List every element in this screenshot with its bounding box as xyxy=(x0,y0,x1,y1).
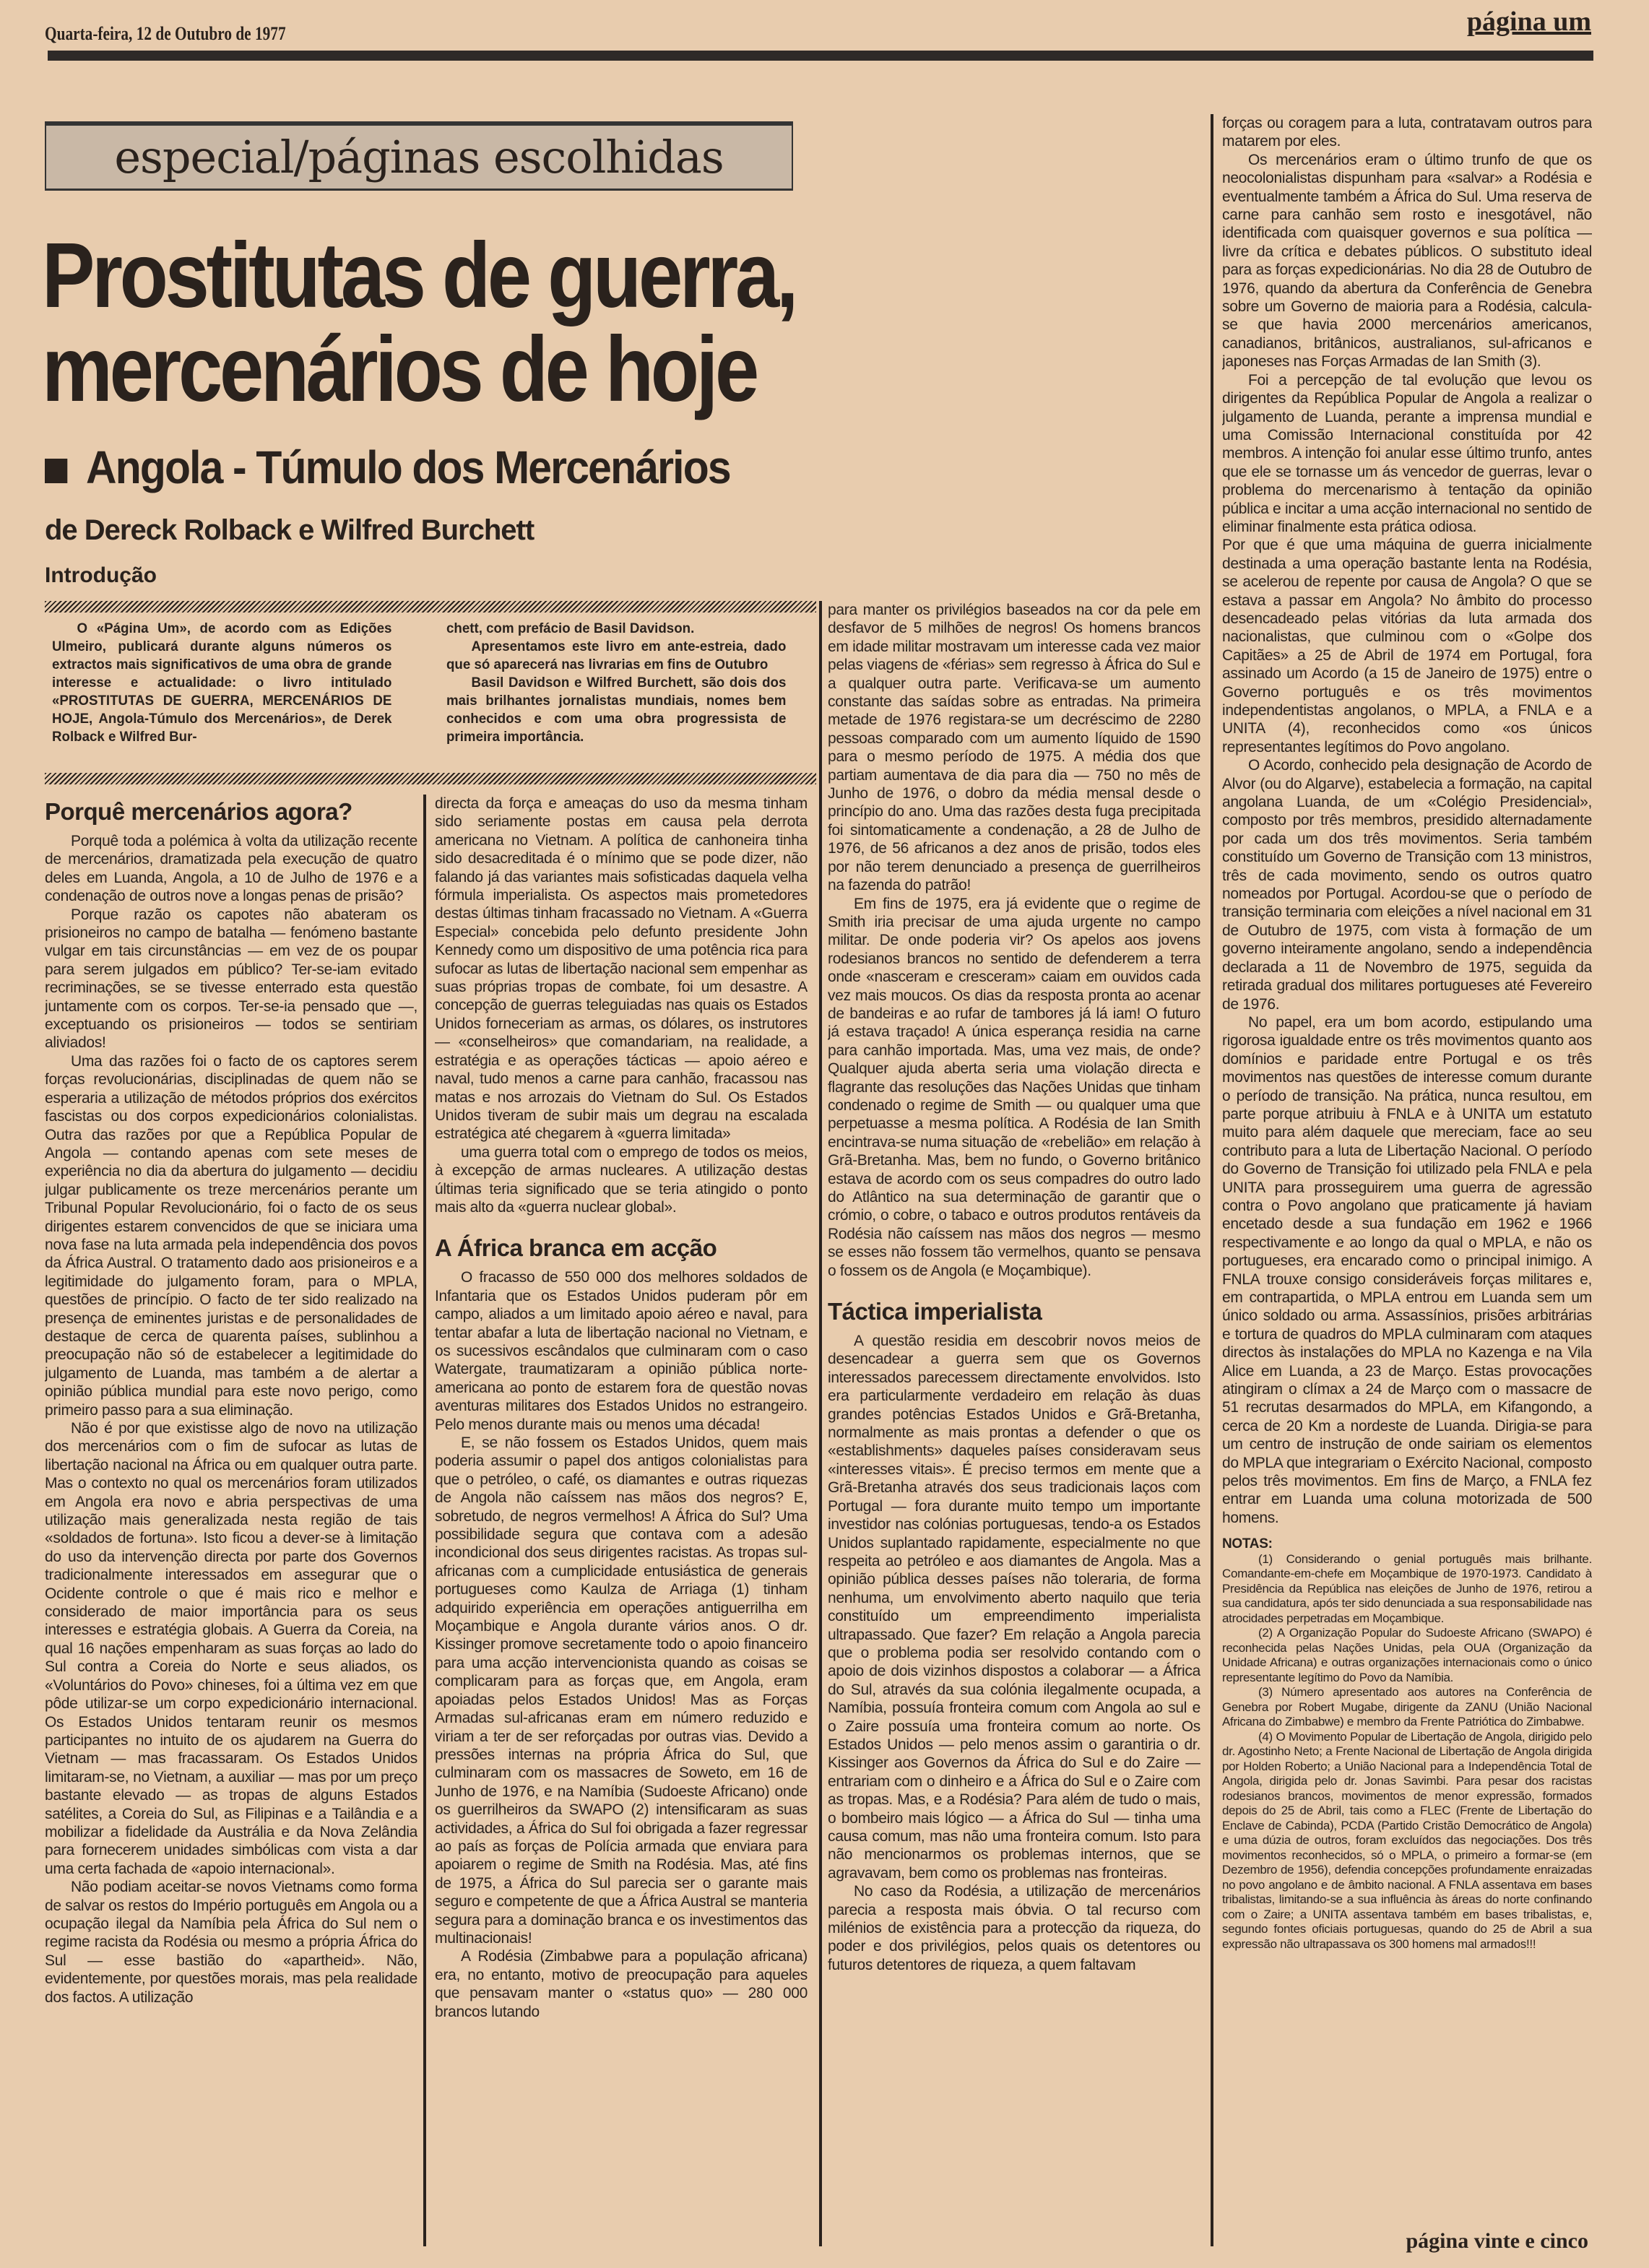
article-column-3 xyxy=(828,601,1200,2250)
issue-date: Quarta-feira, 12 de Outubro de 1977 xyxy=(45,23,286,44)
intro-column-2 xyxy=(446,620,786,746)
masthead: página um xyxy=(1466,7,1591,37)
note: (4) O Movimento Popular de Libertação de Angola, dirigido pelo dr. Agostinho Neto; a Frente Nacional de Libertação de Angola dirigida por Holden Roberto; a União Nacional para a Independência Total de Angola, dirigida pelo dr. Jonas Savimbi. Para pesar dos racistas rodesianos brancos, movimentos de menor expressão, formados depois do 25 de Abril, tais como a FLEC (Frente de Libertação do Enclave de Cabinda), PCDA (Partido Cristão Democrático de Angola) e uma dúzia de outros, foram excluídos das negociações. Dos três movimentos reconhecidos, só o MPLA, o primeiro a formar-se (em Dezembro de 1956), defendia concepções profundamente enraizadas no povo angolano e de âmbito nacional. A FNLA assentava em bases tribalistas, limitando-se a sua influência às áreas do norte confinando com o Zaire; a UNITA assentava também em bases tribalistas, e, segundo fontes oficiais portuguesas, quando do 25 de Abril a sua expressão não ultrapassava os 300 homens mal armados!!! xyxy=(1222,1729,1592,1951)
paragraph: Não podiam aceitar-se novos Vietnams como forma de salvar os restos do Império português em Angola ou a ocupação ilegal da Namíbia pela África do Sul nem o regime racista da Rodésia ou mesmo a própria África do Sul — esse bastião do «apartheid». Não, evidentemente, por questões morais, mas pela realidade dos factos. A utilização xyxy=(45,1879,417,2006)
note: (3) Número apresentado aos autores na Conferência de Genebra por Robert Mugabe, dirigente da ZANU (União Nacional Africana do Zimbabwe) e membro da Frente Patriótica do Zimbabwe. xyxy=(1222,1685,1592,1729)
paragraph: para manter os privilégios baseados na cor da pele em desfavor de 5 milhões de negros! Os homens brancos em idade militar mostravam um interesse cada vez maior pelas viagens de «férias» sem regresso à África do Sul e a qualquer outra parte. Verificava-se um aumento constante das saídas sobre as entradas. Na primeira metade de 1976 registara-se um decréscimo de 2280 pessoas comparado com um aumento líquido de 1590 para o mesmo período de 1975. A média dos que partiam aumentava de dia para dia — 750 no mês de Junho de 1976, o dobro da média mensal desde o princípio do ano. Uma das razões desta fuga precipitada foi sintomaticamente a condenação, a 28 de Julho de 1976, de 56 africanos a dez anos de prisão, todos eles por não terem denunciado a presença de guerrilheiros na fazenda do patrão! xyxy=(828,602,1200,894)
byline: de Dereck Rolback e Wilfred Burchett xyxy=(45,514,534,546)
notes xyxy=(1222,1537,1592,1952)
note: (2) A Organização Popular do Sudoeste Africano (SWAPO) é reconhecida pelas Nações Unidas, pela OUA (Organização da Unidade Africana) e outras organizações internacionais como o único representante legítimo do Povo da Namíbia. xyxy=(1222,1626,1592,1684)
paragraph: Os mercenários eram o último trunfo de que os neocolonialistas dispunham para «salvar» a Rodésia e eventualmente também a África do Sul. Uma reserva de carne para canhão sem rosto e inesgotável, não identificada com quaisquer governos e sua política — livre da crítica e debates públicos. O substituto ideal para as forças expedicionárias. No dia 28 de Outubro de 1976, quando da abertura da Conferência de Genebra sobre um Governo de maioria para a Rodésia, calcula-se que havia 2000 mercenários americanos, canadianos, britânicos, australianos, sul-africanos e japoneses nas Forças Armadas de Ian Smith (3). xyxy=(1222,151,1592,371)
column-rule xyxy=(423,795,426,2246)
paragraph: A Rodésia (Zimbabwe para a população africana) era, no entanto, motivo de preocupação para aqueles que pensavam manter o «status quo» — 280 000 brancos lutando xyxy=(435,1948,808,2020)
paragraph: O Acordo, conhecido pela designação de Acordo de Alvor (ou do Algarve), estabelecia a formação, na capital angolana Luanda, de um «Colégio Presidencial», composto por três membros, presidido alternadamente por cada um dos três movimentos. Seria também constituído um Governo de Transição com 13 ministros, três de cada movimento, sendo os outros quatro nomeados por Portugal. Acordou-se que o período de transição terminaria com eleições a nível nacional em 31 de Outubro de 1975, com vista à formação de um governo inteiramente angolano, sendo a independência declarada a 11 de Novembro de 1975, seguida da retirada gradual dos militares portugueses até Fevereiro de 1976. xyxy=(1222,757,1592,1013)
section-heading: Táctica imperialista xyxy=(828,1298,1042,1325)
paragraph: Porque razão os capotes não abateram os prisioneiros no campo de batalha — fenómeno bastante vulgar em tais circunstâncias — em vez de os poupar para serem julgados em público? Ter-se-iam evitado recriminações, se se tivesse enterrado esta questão juntamente com os corpos. Ter-se-ia pensado que —, exceptuando os prisioneiros — todos se sentiriam aliviados! xyxy=(45,906,417,1052)
section-label: especial/páginas escolhidas xyxy=(114,131,724,183)
section-label-box xyxy=(45,121,793,191)
subtitle-text: Angola - Túmulo dos Mercenários xyxy=(86,441,730,493)
paragraph: Foi a percepção de tal evolução que levou os dirigentes da República Popular de Angola a realizar o julgamento de Luanda, perante a imprensa mundial e uma Comissão Internacional constituída por 42 membros. A intenção foi anular esse último trunfo, antes que ele se tornasse um ás vencedor de guerras, levar o problema do mercenarismo à tentação da opinião pública e incitar a uma acção internacional no sentido de eliminar finalmente esta prática odiosa. xyxy=(1222,371,1592,535)
headline-line-1: Prostitutas de guerra, xyxy=(42,224,796,327)
paragraph: E, se não fossem os Estados Unidos, quem mais poderia assumir o papel dos antigos colonialistas para que o petróleo, o café, os diamantes e outras riquezas de Angola não caíssem nas mãos dos negros? E, sobretudo, de negros vermelhos! A África do Sul? Uma possibilidade segura que contava com a adesão incondicional dos seus dirigentes racistas. As tropas sul-africanas com a cumplicidade entusiástica de generais portugueses como Kaulza de Arriaga (1) tinham adquirido experiência em operações antiguerrilha em Moçambique e Angola durante vários anos. O dr. Kissinger promove secretamente todo o apoio financeiro para uma acção intervencionista quando as coisas se complicaram para as forças que, em Angola, eram apoiadas pelos Estados Unidos! Mas as Forças Armadas sul-africanas eram em número reduzido e viriam a ter de ser reforçadas por outras vias. Devido a pressões internas na própria África do Sul, que culminaram com os massacres de Soweto, em 16 de Junho de 1976, e na Namíbia (Sudoeste Africano) onde os guerrilheiros da SWAPO (2) intensificaram as suas actividades, a África do Sul foi obrigada a fazer regressar ao país as forças de Polícia armada que enviara para apoiarem o regime de Smith na Rodésia. Mas, até fins de 1975, a África do Sul parecia ser o garante mais seguro e competente de que a África Austral se manteria segura para a dominação branca e os investimentos das multinacionais! xyxy=(435,1434,808,1947)
paragraph: uma guerra total com o emprego de todos os meios, à excepção de armas nucleares. A utilização destas últimas teria significado que se teria atingido o ponto mais alto da «guerra nuclear global». xyxy=(435,1143,808,1216)
intro-paragraph: Basil Davidson e Wilfred Burchett, são dois dos mais brilhantes jornalistas mundiais, nomes bem conhecidos e com uma obra progressista de primeira importância. xyxy=(446,675,787,745)
article-column-4 xyxy=(1222,114,1592,2238)
hatched-divider xyxy=(45,601,816,613)
note: (1) Considerando o genial português mais brilhante. Comandante-em-chefe em Moçambique de 1970-1973. Candidato à Presidência da República nas eleições de Junho de 1976, retirou a sua candidatura, após ter sido denunciada a sua responsabilidade nas atrocidades perpetradas em Moçambique. xyxy=(1222,1551,1592,1625)
paragraph: Não é por que existisse algo de novo na utilização dos mercenários com o fim de sufocar as lutas de libertação nacional na África ou em qualquer outra parte. Mas o contexto no qual os mercenários foram utilizados em Angola era novo e abria perspectivas de uma utilização mais generalizada nesta região de tais «soldados de fortuna». Isto ficou a dever-se à limitação do uso da intervenção directa por parte dos Governos tradicionalmente interessados em assegurar que o Ocidente controle o que é mais rico e melhor e considerado de maior importância para os seus interesses e estratégia globais. A Guerra da Coreia, na qual 16 nações empenharam as suas forças ao lado do Sul contra a Coreia do Norte e seus aliados, os «Voluntários do Povo» chineses, foi a última vez em que pôde utilizar-se um corpo expedicionário internacional. Os Estados Unidos tentaram reunir os mesmos participantes no intuito de os ajudarem na Guerra do Vietnam — mas fracassaram. Os Estados Unidos limitaram-se, no Vietnam, a auxiliar — mas por um preço bastante elevado — as tropas de alguns Estados satélites, a Coreia do Sul, as Filipinas e a Tailândia e a mobilizar a fidelidade da Austrália e da Nova Zelândia para fornecerem unidades simbólicas com vista a dar uma certa fachada de «apoio internacional». xyxy=(45,1420,417,1877)
page-footer: página vinte e cinco xyxy=(1406,2229,1588,2253)
column-rule xyxy=(819,601,822,2246)
subtitle xyxy=(45,441,730,494)
paragraph: O fracasso de 550 000 dos melhores soldados de Infantaria que os Estados Unidos puderam pôr em campo, aliados a um limitado apoio aéreo e naval, para tentar abafar a luta de libertação nacional no Vietnam, e os sucessivos escândalos que culminaram com o caso Watergate, traumatizaram a opinião pública norte-americana ao ponto de estarem fora de questão novas aventuras militares dos Estados Unidos no estrangeiro. Pelo menos durante mais ou menos uma década! xyxy=(435,1269,808,1433)
intro-label: Introdução xyxy=(45,563,157,587)
paragraph: Em fins de 1975, era já evidente que o regime de Smith iria precisar de uma ajuda urgente no campo militar. De onde poderia vir? Os apelos aos jovens rodesianos brancos no sentido de defenderem a terra onde «nasceram e cresceram» caiam em ouvidos cada vez mais moucos. Os dias da resposta pronta ao acenar de bandeiras e ao rufar de tambores já lá iam! O futuro já estava traçado! A única esperança residia na carne para canhão importada. Mas, uma vez mais, de onde? Qualquer ajuda aberta seria uma violação directa e flagrante das resoluções das Nações Unidas que tinham condenado o regime de Smith — ou qualquer uma que perpetuasse a mesma política. A Rodésia de Ian Smith encintrava-se numa situação de «rebelião» em relação à Grã-Bretanha. Mas, bem no fundo, o Governo britânico estava de acordo com os seus compadres do outro lado do Atlântico na sua determinação de garantir que o crómio, o cobre, o tabaco e outros produtos rentáveis da Rodésia não caíssem nas mãos dos negros — mesmo se esses não fossem tão vermelhos, quanto se pensava o fossem os de Angola (e Moçambique). xyxy=(828,895,1200,1279)
paragraph: No papel, era um bom acordo, estipulando uma rigorosa igualdade entre os três movimentos quanto aos domínios e paridade entre Portugal e os três movimentos nas questões de interesse comum durante o período de transição. Na prática, nunca resultou, em parte porque atribuiu à FNLA e à UNITA um estatuto muito para além daquele que mereciam, face ao seu contributo para a luta de Libertação Nacional. O período do Governo de Transição foi utilizado pela FNLA e pela UNITA para prosseguirem uma guerra de agressão contra o Povo angolano que praticamente já haviam encetado desde a sua fundação em 1962 e 1966 respectivamente e ao longo da qual o MPLA, e não os portugueses, era encarado como o principal inimigo. A FNLA trouxe consigo consideráveis forças militares e, em contrapartida, o MPLA entrou em Luanda sem um único soldado ou arma. Assassínios, prisões arbitrárias e tortura de quadros do MPLA culminaram com ataques directos às instalações do MPLA no Kazenga e na Vila Alice em Luanda, a 23 de Março. Estas provocações atingiram o clímax a 24 de Março com o massacre de 51 recrutas desarmados do MPLA, em Kifangondo, a cerca de 20 Km a nordeste de Luanda. Dirigia-se para um centro de instrução de onde sairiam os elementos do MPLA que integrariam o Exército Nacional, composto pelos três movimentos. Em fins de Março, a FNLA fez entrar em Luanda uma coluna motorizada de 500 homens. xyxy=(1222,1013,1592,1526)
intro-paragraph: Apresentamos este livro em ante-estreia, dado que só aparecerá nas livrarias em fins de Outubro xyxy=(446,639,787,672)
section-heading: Porquê mercenários agora? xyxy=(45,798,352,825)
hatched-divider xyxy=(45,773,816,784)
intro-column-1 xyxy=(52,620,391,746)
article-column-2 xyxy=(435,795,808,2250)
paragraph: Por que é que uma máquina de guerra inicialmente destinada a uma operação bastante lenta na Rodésia, se acelerou de repente por causa de Angola? O que se estava a passar em Angola? No âmbito do processo desencadeado pelas vitórias da luta armada dos nacionalistas, que culminou com o «Golpe dos Capitães» a 25 de Abril de 1974 em Portugal, fora assinado um Acordo (a 15 de Janeiro de 1975) entre o Governo português e os três movimentos independentistas angolanos, o MPLA, a FNLA e a UNITA (4), reconhecidos como «os únicos representantes legítimos do Povo angolano. xyxy=(1222,537,1592,756)
column-rule xyxy=(1211,114,1213,2246)
paragraph: A questão residia em descobrir novos meios de desencadear a guerra sem que os Governos interessados parecessem directamente envolvidos. Isto era particularmente verdadeiro em relação às duas grandes potências Estados Unidos e Grã-Bretanha, normalmente as mais prontas a defender o que os «establishments» daqueles países consideravam seus «interesses vitais». É preciso termos em mente que a Grã-Bretanha através dos seus tradicionais laços com Portugal — fora durante muito tempo um importante investidor nas colónias portuguesas, tendo-a os Estados Unidos suplantado rapidamente, especialmente no que respeita ao petróleo e aos diamantes de Angola. Mas a opinião pública desses países não toleraria, de forma nenhuma, um envolvimento aberto naquilo que teria constituído um empreendimento imperialista ultrapassado. Que fazer? Em relação a Angola parecia que o problema podia ser resolvido contando com o apoio de dois vizinhos dispostos a colaborar — a África do Sul, através da sua colónia ilegalmente ocupada, a Namíbia, possuía fronteira comum com Angola ao sul e o Zaire possuía uma fronteira comum ao norte. Os Estados Unidos — pelo menos assim o garantiria o dr. Kissinger aos Governos da África do Sul e do Zaire — entrariam com o dinheiro e a África do Sul e o Zaire com as tropas. Mas, e a Rodésia? Para além de tudo o mais, o bombeiro mais lógico — a África do Sul — tinha uma causa comum, mas não uma fronteira comum. Isto para não mencionarmos os problemas internos, que se agravavam, bem como os problemas nas fronteiras. xyxy=(828,1333,1200,1882)
intro-paragraph: chett, com prefácio de Basil Davidson. xyxy=(446,620,695,636)
intro-paragraph: O «Página Um», de acordo com as Edições Ulmeiro, publicará durante alguns números os extractos mais significativos de uma obra de grande interesse e actualidade: o livro intitulado «PROSTITUTAS DE GUERRA, MERCENÁRIOS DE HOJE, Angola-Túmulo dos Mercenários», de Derek Rolback e Wilfred Bur- xyxy=(52,620,392,745)
square-bullet-icon xyxy=(45,459,67,483)
notes-title: NOTAS: xyxy=(1222,1536,1273,1552)
top-rule xyxy=(48,51,1593,61)
section-heading: A África branca em acção xyxy=(435,1234,717,1262)
headline-line-2: mercenários de hoje xyxy=(42,318,756,421)
article-column-1 xyxy=(45,795,417,2250)
paragraph: No caso da Rodésia, a utilização de mercenários parecia a resposta mais óbvia. O tal recurso com milénios de existência para a protecção da riqueza, do poder e dos privilégios, pelos quais os detentores ou futuros detentores de riqueza, a quem faltavam xyxy=(828,1883,1200,1973)
paragraph: directa da força e ameaças do uso da mesma tinham sido seriamente postas em causa pela derrota americana no Vietnam. A política de canhoneira tinha sido desacreditada é o mínimo que se pode dizer, não falando já das variantes mais sofisticadas daquela velha fórmula imperialista. Os aspectos mais prometedores destas últimas tinham fracassado no Vietnam. A «Guerra Especial» concebida pelo defunto presidente John Kennedy como um dispositivo de uma potência rica para sufocar as lutas de libertação nacional sem empenhar as suas próprias tropas de combate, foi um desastre. A concepção de guerras teleguiadas nas quais os Estados Unidos forneceriam as armas, os dólares, os instrutores — «conselheiros» que comandariam, na realidade, a estratégia e as operações tácticas — apoio aéreo e naval, tudo menos a carne para canhão, fracassou nas matas e nos arrozais do Vietnam do Sul. Os Estados Unidos tiveram de subir mais um degrau na escalada estratégica até chegarem à «guerra limitada» xyxy=(435,795,808,1143)
paragraph: Porquê toda a polémica à volta da utilização recente de mercenários, dramatizada pela execução de quatro deles em Luanda, Angola, a 10 de Julho de 1976 e a condenação de outros nove a longas penas de prisão? xyxy=(45,833,417,905)
paragraph: forças ou coragem para a luta, contratavam outros para matarem por eles. xyxy=(1222,115,1592,150)
paragraph: Uma das razões foi o facto de os captores serem forças revolucionárias, disciplinadas de quem não se esperaria a utilização de métodos próprios dos exércitos fascistas ou dos corpos expedicionários colonialistas. Outra das razões por que a República Popular de Angola — contando apenas com sete meses de experiência no dia da abertura do julgamento — decidiu julgar publicamente os treze mercenários perante um Tribunal Popular Revolucionário, foi o facto de os seus dirigentes estarem convencidos de que se iniciara uma nova fase na luta armada pela independência dos povos da África Austral. O tratamento dado aos prisioneiros e a legitimidade do julgamento foram, para o MPLA, questões de princípio. O facto de ter sido realizado na presença de eminentes juristas e de personalidades de destaque de cerca de quarenta países, sublinhou a preocupação não só de estabelecer a legitimidade do julgamento de Luanda, mas também a de alertar a opinião pública mundial para este novo perigo, como primeiro passo para a sua eliminação. xyxy=(45,1052,417,1419)
